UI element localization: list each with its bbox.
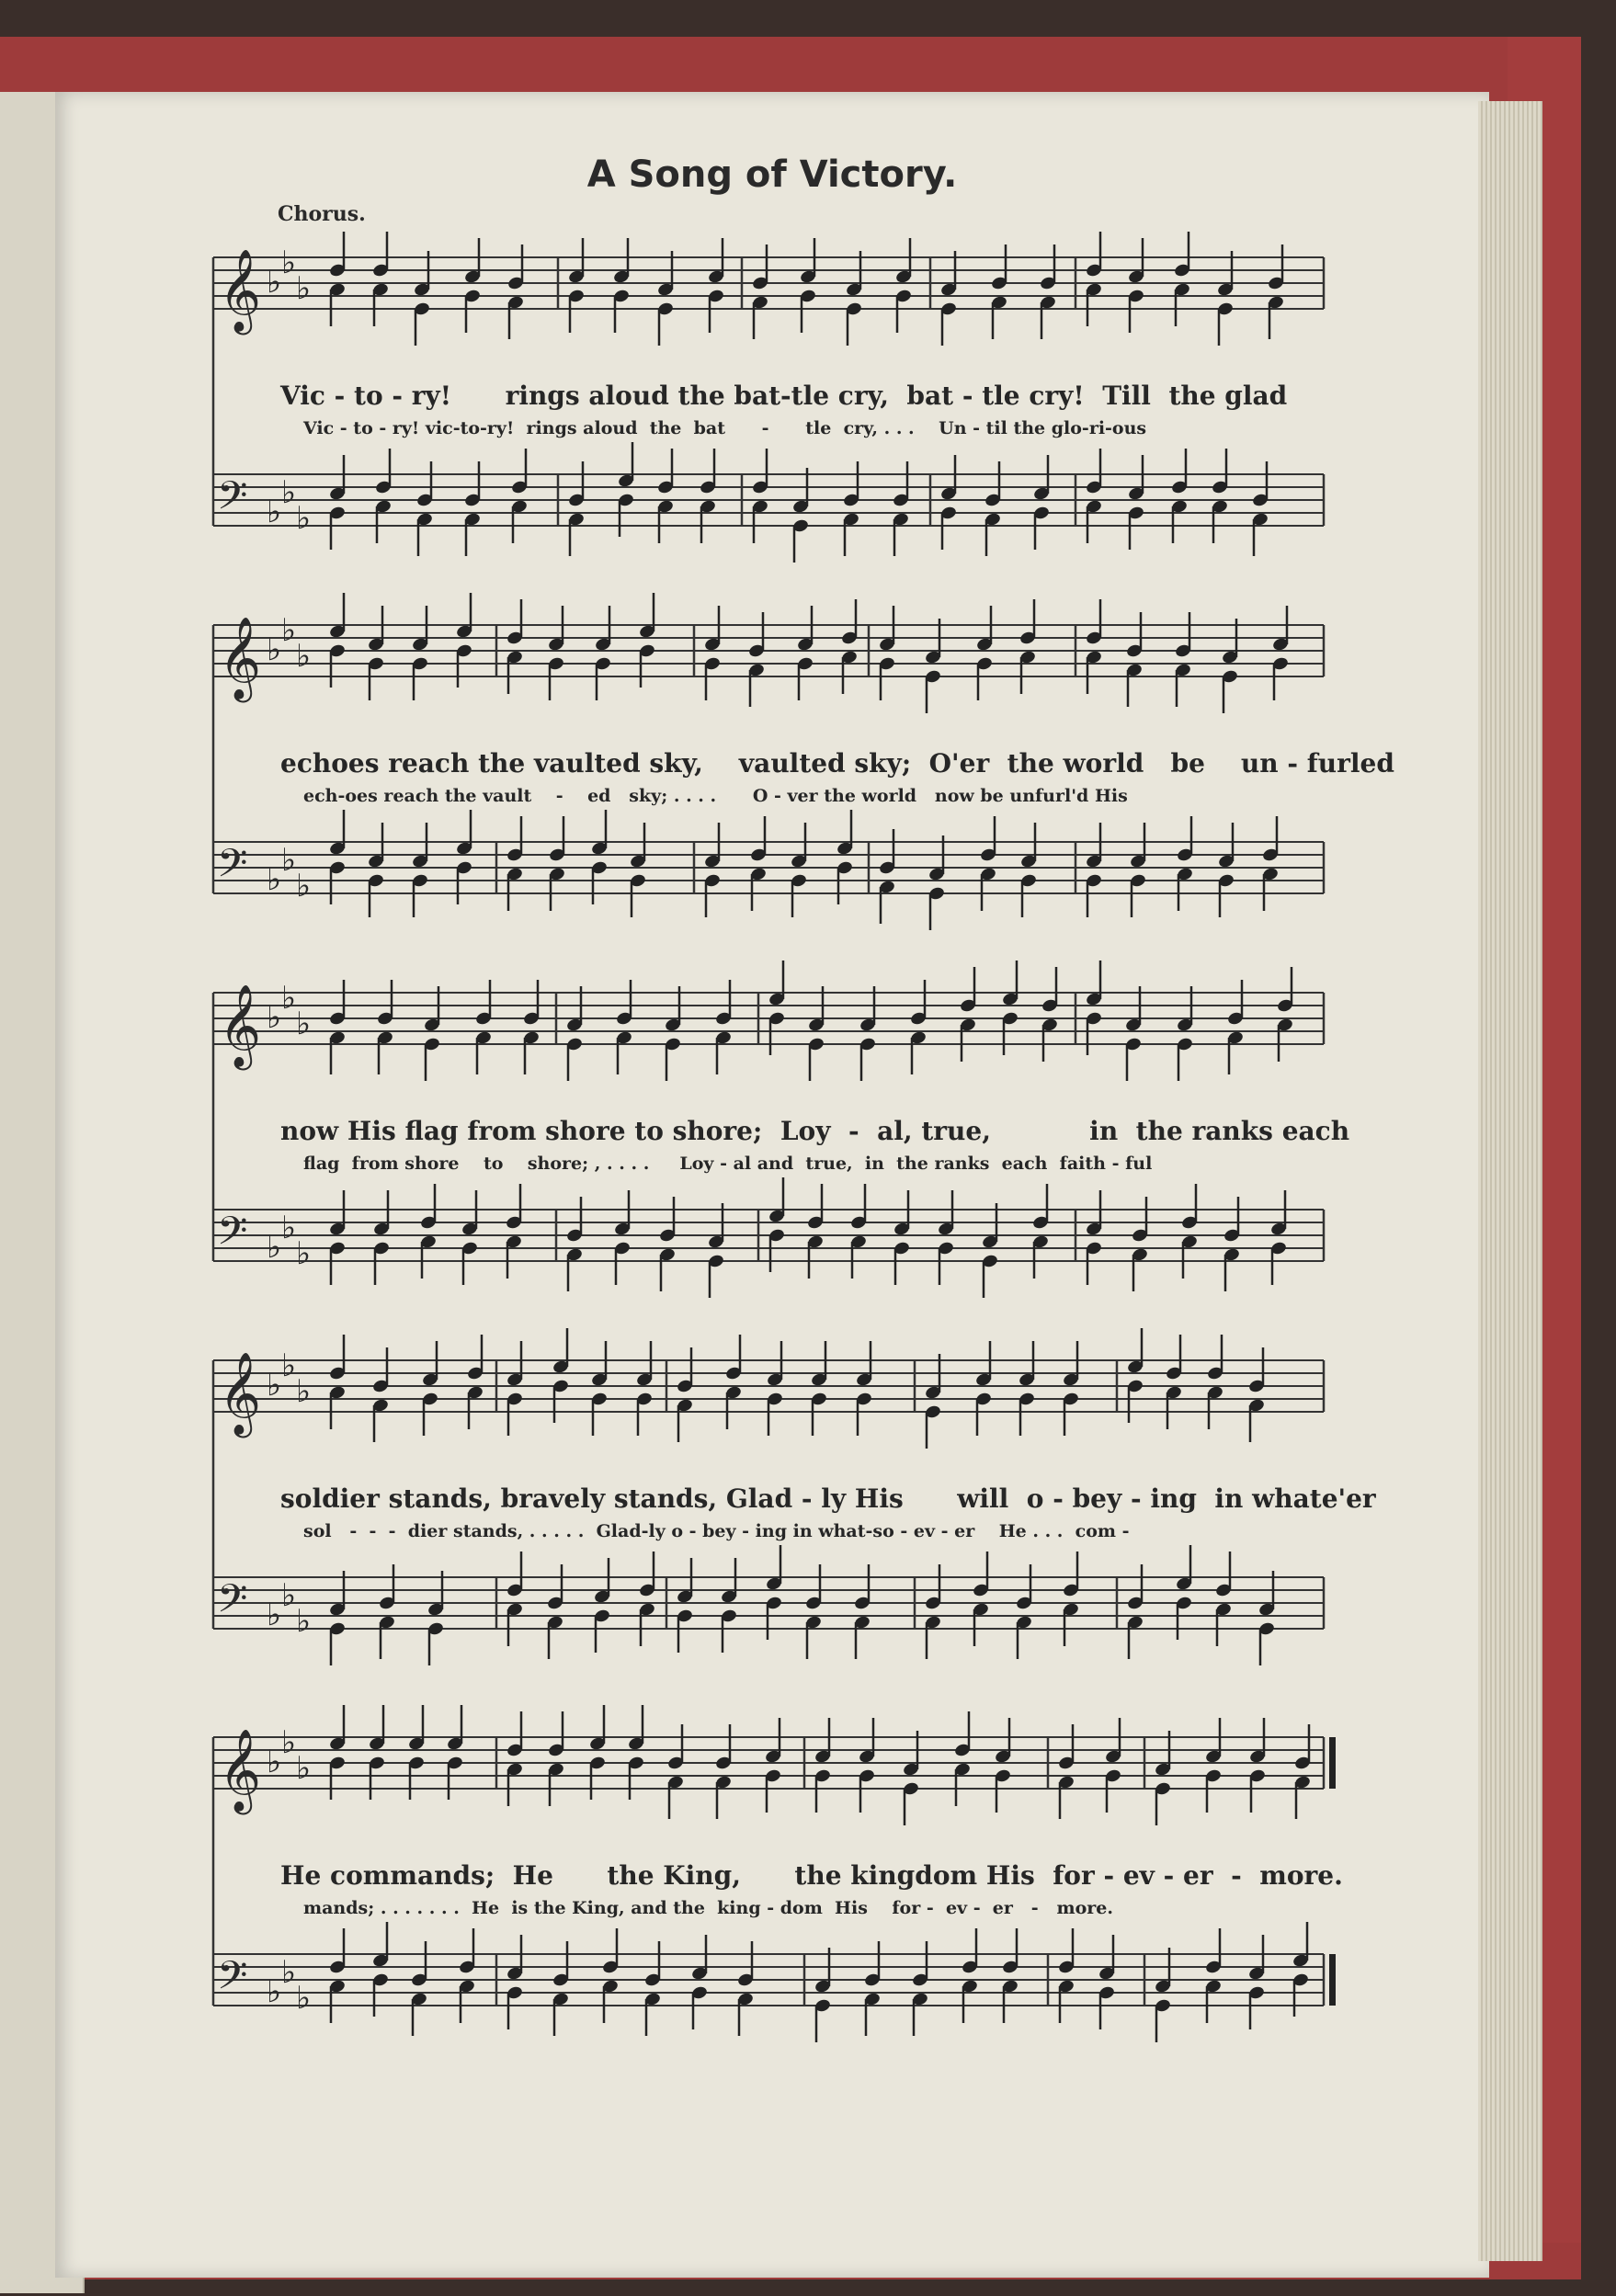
flat-sign: ♭	[296, 270, 312, 307]
flat-sign: ♭	[296, 1750, 312, 1787]
bass-clef: 𝄢	[217, 841, 248, 896]
final-barline	[1329, 1954, 1336, 2006]
flat-sign: ♭	[296, 1603, 312, 1640]
flat-sign: ♭	[281, 842, 297, 879]
flat-sign: ♭	[281, 1210, 297, 1246]
music-system	[213, 1328, 1377, 1665]
flat-sign: ♭	[281, 612, 297, 649]
treble-clef: 𝄞	[219, 617, 262, 699]
lyric-line-main: He commands; He the King, the kingdom His for - ev - er - more.	[280, 1860, 1343, 1891]
music-system	[213, 1705, 1343, 2042]
lyric-line-alt: mands; . . . . . . . He is the King, and the king - dom His for - ev - er - more.	[303, 1898, 1113, 1918]
treble-clef: 𝄞	[219, 1729, 262, 1812]
lyric-line-main: Vic - to - ry! rings aloud the bat-tle cry, bat - tle cry! Till the glad	[280, 381, 1288, 411]
flat-sign: ♭	[267, 1973, 282, 2010]
final-barline	[1329, 1737, 1336, 1789]
music-system	[213, 232, 1324, 563]
flat-sign: ♭	[281, 474, 297, 511]
lyric-line-main: now His flag from shore to shore; Loy - al, true, in the ranks each	[280, 1116, 1350, 1146]
flat-sign: ♭	[296, 1373, 312, 1410]
flat-sign: ♭	[267, 861, 282, 898]
lyric-line-main: echoes reach the vaulted sky, vaulted sky; O'er the world be un - furled	[280, 748, 1394, 779]
flat-sign: ♭	[267, 1597, 282, 1633]
flat-sign: ♭	[267, 999, 282, 1036]
flat-sign: ♭	[281, 1954, 297, 1991]
lyric-line-alt: ech-oes reach the vault - ed sky; . . . . O - ver the world now be unfurl'd His	[303, 786, 1128, 806]
flat-sign: ♭	[296, 868, 312, 904]
section-label: Chorus.	[278, 202, 366, 226]
music-system	[213, 593, 1394, 930]
flat-sign: ♭	[267, 1229, 282, 1266]
music-system	[213, 960, 1349, 1298]
treble-clef: 𝄞	[219, 1352, 262, 1435]
lyric-line-alt: Vic - to - ry! vic-to-ry! rings aloud the bat - tle cry, . . . Un - til the glo-ri-ous	[303, 418, 1147, 438]
flat-sign: ♭	[281, 244, 297, 281]
flat-sign: ♭	[267, 631, 282, 668]
flat-sign: ♭	[281, 980, 297, 1017]
lyric-line-alt: flag from shore to shore; , . . . . Loy - al and true, in the ranks each faith - ful	[303, 1154, 1153, 1174]
flat-sign: ♭	[296, 638, 312, 675]
flat-sign: ♭	[296, 1980, 312, 2017]
flat-sign: ♭	[281, 1577, 297, 1614]
bass-clef: 𝄢	[217, 1209, 248, 1264]
systems	[213, 232, 1394, 2042]
bass-clef: 𝄢	[217, 1953, 248, 2008]
treble-clef: 𝄞	[219, 984, 262, 1067]
flat-sign: ♭	[281, 1724, 297, 1761]
flat-sign: ♭	[267, 1367, 282, 1404]
flat-sign: ♭	[267, 264, 282, 301]
bass-clef: 𝄢	[217, 1576, 248, 1631]
flat-sign: ♭	[267, 494, 282, 530]
lyric-line-main: soldier stands, bravely stands, Glad - ly His will o - bey - ing in whate'er	[280, 1483, 1376, 1514]
flat-sign: ♭	[296, 1006, 312, 1042]
flat-sign: ♭	[267, 1744, 282, 1780]
flat-sign: ♭	[296, 1235, 312, 1272]
treble-clef: 𝄞	[219, 249, 262, 332]
bass-clef: 𝄢	[217, 473, 248, 529]
flat-sign: ♭	[281, 1347, 297, 1384]
flat-sign: ♭	[296, 500, 312, 537]
song-title: A Song of Victory.	[586, 153, 958, 196]
lyric-line-alt: sol - - - dier stands, . . . . . Glad-ly o - bey - ing in what-so - ev - er He . . . com -	[303, 1521, 1130, 1541]
